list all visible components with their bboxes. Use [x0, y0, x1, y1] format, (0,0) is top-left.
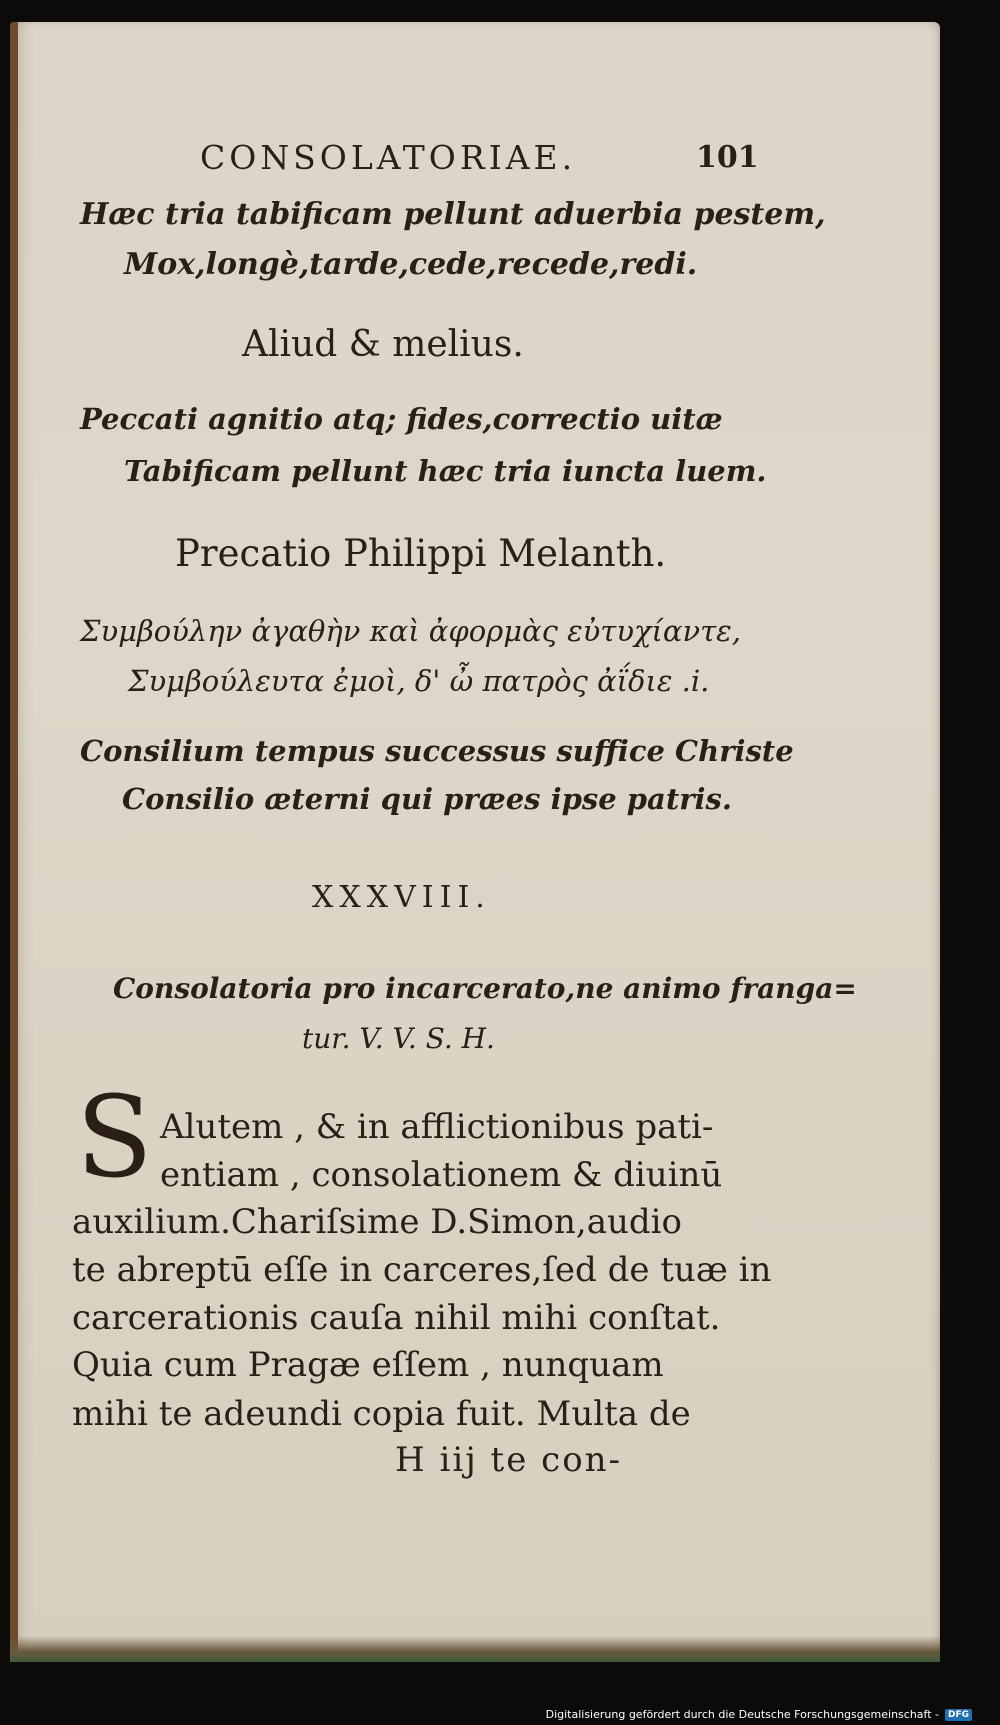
- book-page: [10, 22, 940, 1662]
- verse-line: Peccati agnitio atq; fides,correctio uitæ: [80, 402, 723, 436]
- body-line: Alutem , & in afflictionibus pati-: [160, 1107, 714, 1147]
- dfg-logo: DFG: [945, 1709, 972, 1721]
- page-binding-edge: [10, 22, 18, 1662]
- body-line: auxilium.Chariſsime D.Simon,audio: [72, 1202, 683, 1242]
- page-bottom-edge: [10, 1636, 940, 1662]
- section-title: Consolatoria pro incarcerato,ne animo franga=: [113, 972, 857, 1005]
- body-line: mihi te adeundi copia fuit. Multa de: [72, 1394, 691, 1434]
- body-line: Quia cum Pragæ eſſem , nunquam: [72, 1345, 664, 1385]
- chapter-number: XXXVIII.: [312, 880, 491, 915]
- funding-credit-text: Digitalisierung gefördert durch die Deutsche Forschungsgemeinschaft -: [545, 1708, 939, 1721]
- drop-cap: S: [76, 1073, 153, 1203]
- page-number: 101: [696, 140, 759, 175]
- verse-line: Consilium tempus successus suffice Christe: [80, 734, 794, 768]
- body-line: carcerationis cauſa nihil mihi conſtat.: [72, 1298, 721, 1338]
- section-title: tur. V. V. S. H.: [302, 1022, 495, 1055]
- greek-verse-line: Συμβούλην ἀγαθὴν καὶ ἀφορμὰς εὐτυχίαντε,: [80, 614, 741, 648]
- verse-line: Tabificam pellunt hæc tria iuncta luem.: [124, 454, 767, 488]
- verse-line: Hæc tria tabificam pellunt aduerbia pestem,: [80, 197, 826, 232]
- greek-verse-line: Συμβούλευτα ἐμοὶ, δ' ὦ πατρὸς ἀΐδιε .i.: [128, 664, 710, 698]
- section-heading: Aliud & melius.: [242, 324, 524, 365]
- verse-line: Consilio æterni qui præes ipse patris.: [122, 782, 732, 816]
- funding-credit: [546, 1708, 972, 1721]
- verse-line: Mox,longè,tarde,cede,recede,redi.: [124, 247, 698, 282]
- running-head: CONSOLATORIAE.: [200, 138, 577, 177]
- body-line: te abreptū eſſe in carceres,ſed de tuæ in: [72, 1250, 772, 1290]
- body-line: entiam , consolationem & diuinū: [160, 1155, 723, 1195]
- signature-catchword: H iij te con-: [395, 1440, 623, 1480]
- section-heading: Precatio Philippi Melanth.: [175, 532, 667, 575]
